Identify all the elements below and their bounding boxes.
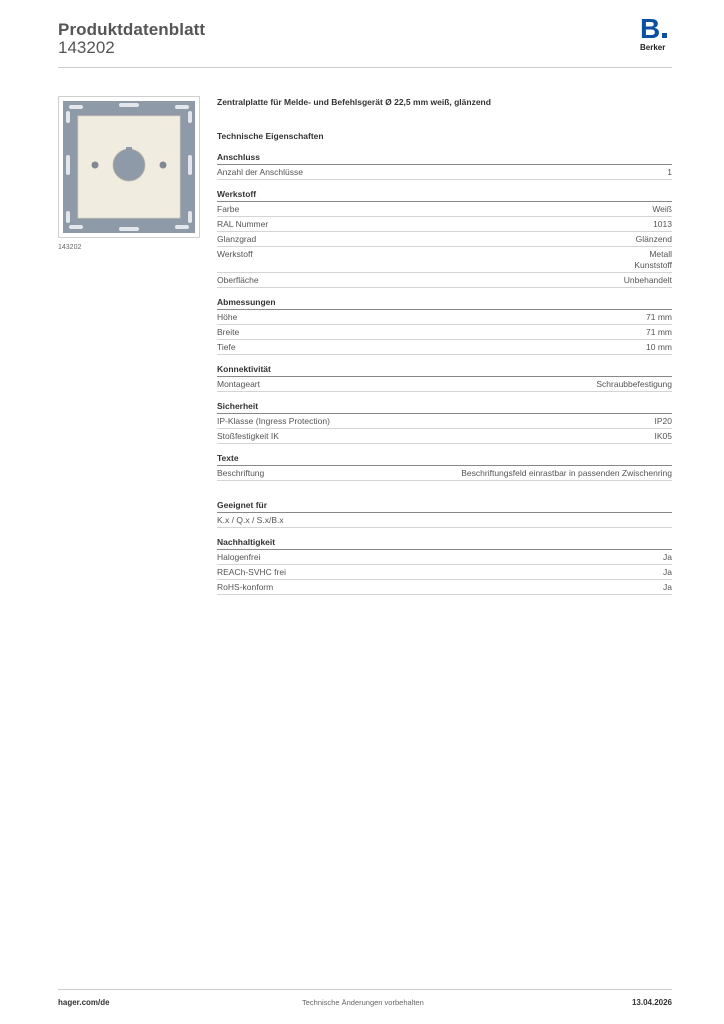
spec-value: Ja [663,552,672,562]
spec-row [217,429,672,444]
image-caption: 143202 [58,244,82,251]
product-description: Zentralplatte für Melde- und Befehlsgerät Ø 22,5 mm weiß, glänzend [217,97,491,107]
spec-label: Höhe [217,312,238,322]
spec-row [217,310,672,325]
header-divider [58,67,672,68]
spec-label: Glanzgrad [217,234,257,244]
section-title: Texte [217,452,672,466]
section-abmessungen [217,296,672,355]
spec-label: RoHS-konform [217,582,274,592]
section-werkstoff [217,188,672,288]
product-number: 143202 [58,38,115,57]
spec-value: 71 mm [646,312,672,322]
spec-label: Werkstoff [217,249,253,259]
spec-value: Weiß [652,204,672,214]
spec-row [217,466,672,481]
spec-label: Tiefe [217,342,236,352]
section-nachhaltigkeit [217,536,672,595]
section-geeignet [217,499,672,528]
footer-date: 13.04.2026 [631,998,672,1007]
spec-row [217,580,672,595]
footer-divider [58,989,672,990]
spec-value-secondary: Kunststoff [634,260,672,270]
spec-value: 1 [667,167,672,177]
cover-plate-illustration [59,97,199,237]
section-texte [217,452,672,481]
spec-value-multi [634,249,672,271]
spec-row [217,165,672,180]
section-title: Nachhaltigkeit [217,536,672,550]
spec-row [217,217,672,232]
section-konnektivitaet [217,363,672,392]
spec-row [217,247,672,273]
spec-row [217,550,672,565]
berker-logo [640,13,674,56]
spec-row [217,414,672,429]
product-specs [217,95,672,595]
section-title: Geeignet für [217,499,672,513]
spec-row [217,232,672,247]
spec-label: RAL Nummer [217,219,269,229]
logo-mark: B [640,13,661,44]
spec-row [217,377,672,392]
spec-label: Halogenfrei [217,552,261,562]
spec-label: Breite [217,327,240,337]
spec-label: Montageart [217,379,260,389]
spec-label: REACh-SVHC frei [217,567,286,577]
logo-text: Berker [640,43,666,52]
spec-value: Ja [663,582,672,592]
spec-label: Anzahl der Anschlüsse [217,167,303,177]
section-title: Anschluss [217,151,672,165]
spec-row [217,340,672,355]
section-anschluss [217,151,672,180]
spec-label: Stoßfestigkeit IK [217,431,279,441]
logo-dot [662,33,667,38]
spec-label: Oberfläche [217,275,259,285]
spec-value: Unbehandelt [623,275,672,285]
tech-properties-heading: Technische Eigenschaften [217,131,324,141]
spec-label: Farbe [217,204,240,214]
spec-value: Metall [649,249,672,259]
section-sicherheit [217,400,672,444]
spec-value: 10 mm [646,342,672,352]
spec-row [217,325,672,340]
section-title: Sicherheit [217,400,672,414]
spec-row [217,565,672,580]
spec-row [217,513,672,528]
spec-label: K.x / Q.x / S.x/B.x [217,515,284,525]
footer-website-link[interactable]: hager.com/de [58,998,110,1007]
spec-label: IP-Klasse (Ingress Protection) [217,416,330,426]
section-title: Konnektivität [217,363,672,377]
section-title: Abmessungen [217,296,672,310]
footer-notice: Technische Änderungen vorbehalten [302,998,424,1007]
spec-value: 1013 [653,219,672,229]
spec-value: IK05 [654,431,672,441]
spec-value: Schraubbefestigung [596,379,672,389]
section-title: Werkstoff [217,188,672,202]
product-image [58,96,200,238]
spec-value: Beschriftungsfeld einrastbar in passenden Zwischenring [461,468,672,478]
page-title: Produktdatenblatt [58,20,206,39]
spec-value: Glänzend [635,234,672,244]
spec-row [217,202,672,217]
spec-label: Beschriftung [217,468,265,478]
spec-value: IP20 [654,416,672,426]
spec-row [217,273,672,288]
spec-value: 71 mm [646,327,672,337]
spec-value: Ja [663,567,672,577]
